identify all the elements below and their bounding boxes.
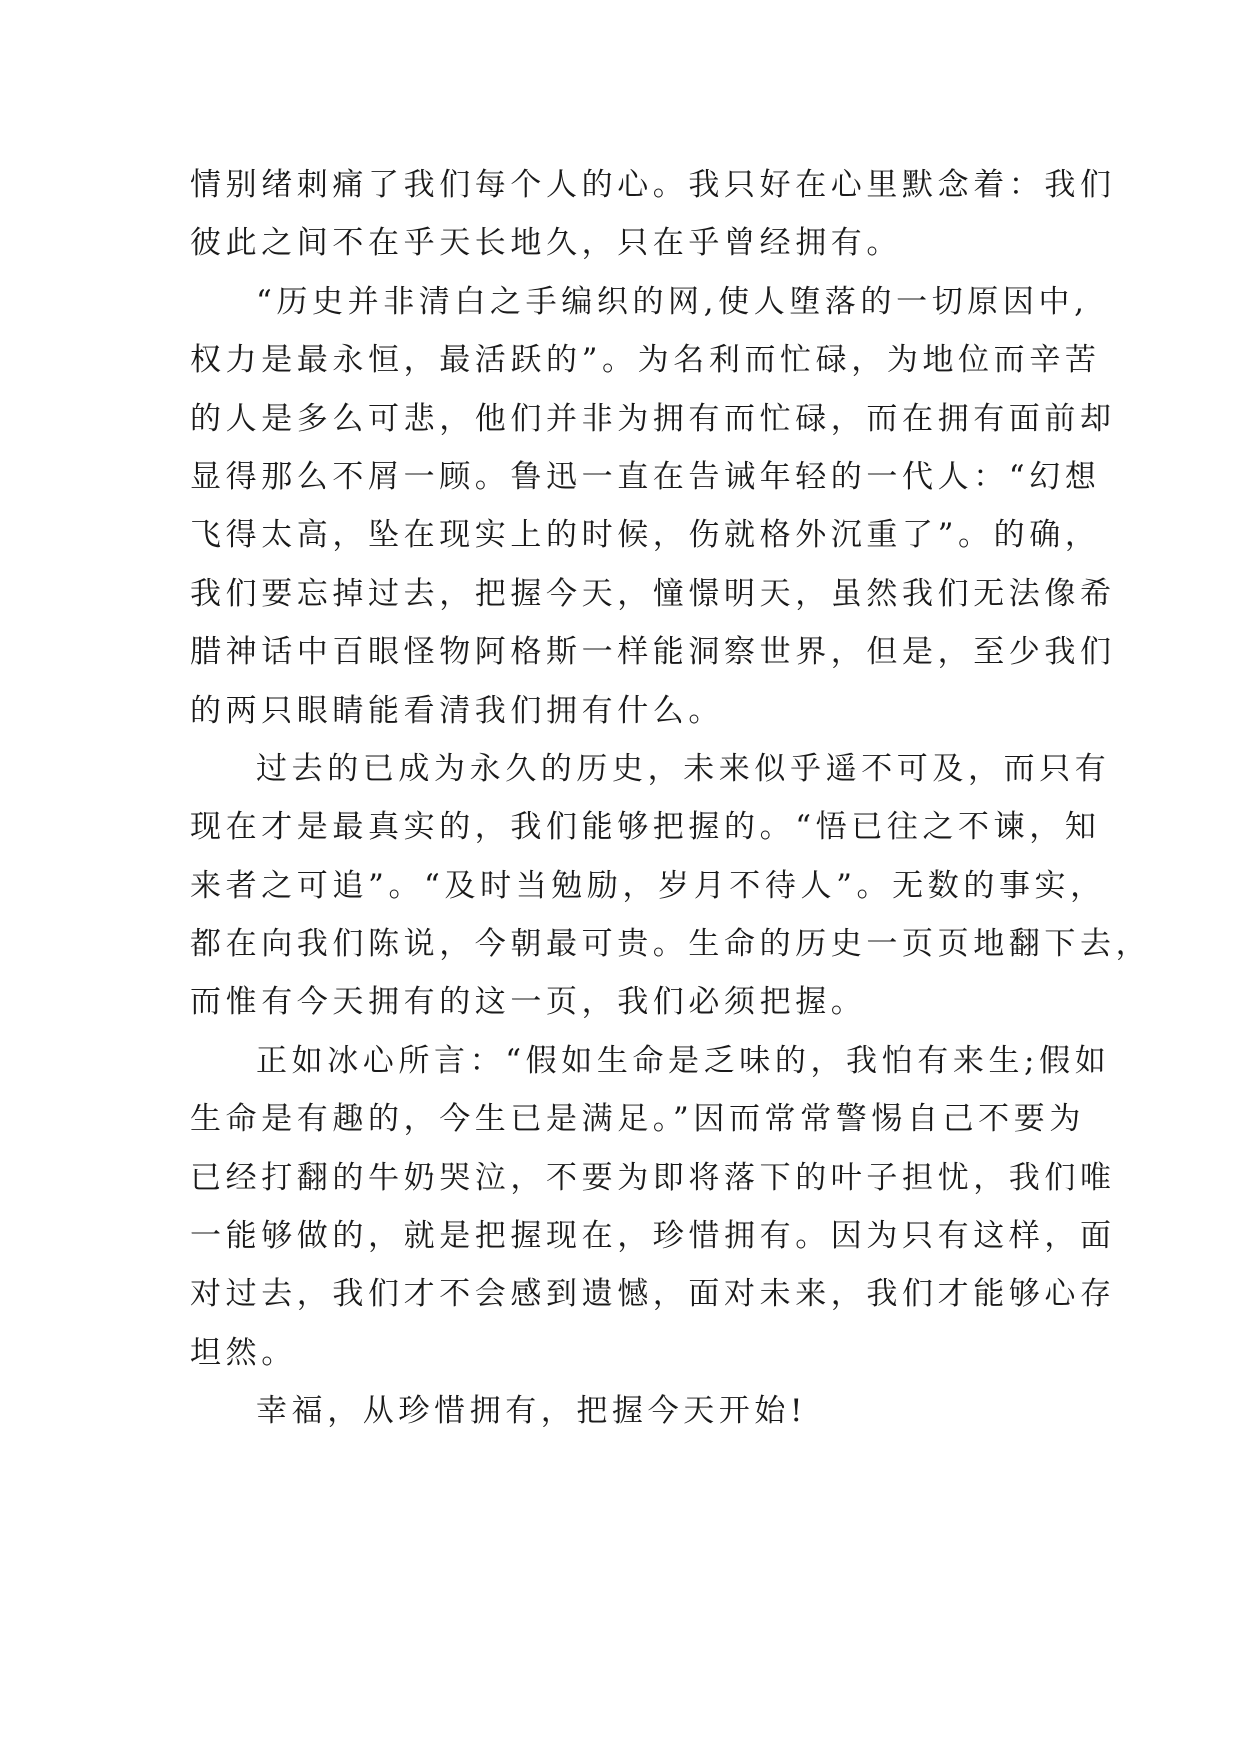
text-line: 对过去，我们才不会感到遗憾，面对未来，我们才能够心存 [190, 1276, 1116, 1313]
text-line: 坦然。 [190, 1334, 297, 1371]
text-line: 现在才是最真实的，我们能够把握的。“悟已往之不谏，知 [190, 809, 1101, 846]
text-line: 权力是最永恒，最活跃的”。为名利而忙碌，为地位而辛苦 [190, 342, 1101, 379]
text-line: 显得那么不屑一顾。鲁迅一直在告诫年轻的一代人：“幻想 [190, 458, 1101, 495]
text-line: 生命是有趣的，今生已是满足。”因而常常警惕自己不要为 [190, 1101, 1085, 1138]
paragraph-start-line: 幸福，从珍惜拥有，把握今天开始! [256, 1393, 808, 1430]
text-line: 飞得太高，坠在现实上的时候，伤就格外沉重了”。的确， [190, 517, 1101, 554]
text-line: 而惟有今天拥有的这一页，我们必须把握。 [190, 984, 867, 1021]
text-line: 已经打翻的牛奶哭泣，不要为即将落下的叶子担忧，我们唯 [190, 1159, 1116, 1196]
document-body [190, 156, 1190, 1441]
text-line: 都在向我们陈说，今朝最可贵。生命的历史一页页地翻下去， [190, 926, 1152, 963]
text-line: 腊神话中百眼怪物阿格斯一样能洞察世界，但是，至少我们 [190, 634, 1116, 671]
text-line: 彼此之间不在乎天长地久，只在乎曾经拥有。 [190, 225, 902, 262]
paragraph-start-line: 正如冰心所言：“假如生命是乏味的，我怕有来生;假如 [256, 1042, 1111, 1079]
text-line: 的两只眼睛能看清我们拥有什么。 [190, 692, 724, 729]
text-line: 的人是多么可悲，他们并非为拥有而忙碌，而在拥有面前却 [190, 400, 1116, 437]
text-line: 一能够做的，就是把握现在，珍惜拥有。因为只有这样，面 [190, 1218, 1116, 1255]
text-line: 我们要忘掉过去，把握今天，憧憬明天，虽然我们无法像希 [190, 575, 1116, 612]
paragraph-start-line: “历史并非清白之手编织的网,使人堕落的一切原因中, [256, 283, 1089, 320]
text-line: 来者之可追”。“及时当勉励，岁月不待人”。无数的事实， [190, 867, 1106, 904]
paragraph-start-line: 过去的已成为永久的历史，未来似乎遥不可及，而只有 [256, 750, 1111, 787]
text-line: 情别绪刺痛了我们每个人的心。我只好在心里默念着：我们 [190, 167, 1116, 203]
